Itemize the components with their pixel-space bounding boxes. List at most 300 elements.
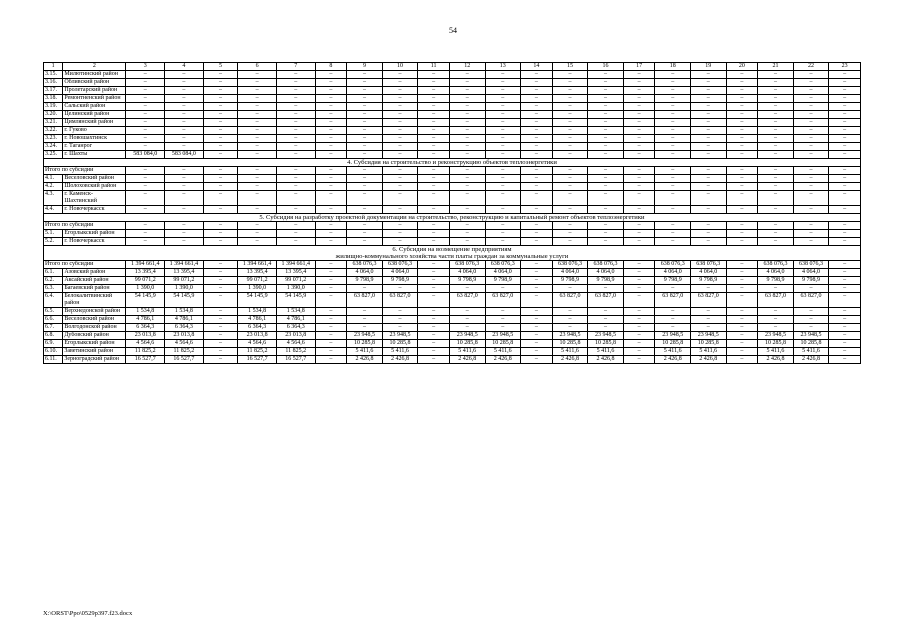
value-cell: – xyxy=(449,143,485,151)
value-cell: – xyxy=(726,348,758,356)
value-cell: – xyxy=(726,238,758,246)
value-cell: – xyxy=(829,269,861,277)
value-cell: 13 395,4 xyxy=(165,269,204,277)
column-number-cell: 19 xyxy=(691,63,727,71)
value-cell: – xyxy=(238,175,277,183)
value-cell: – xyxy=(793,71,829,79)
value-cell: – xyxy=(165,79,204,87)
value-cell: – xyxy=(315,183,347,191)
value-cell: – xyxy=(758,230,794,238)
value-cell: – xyxy=(829,356,861,364)
value-cell: – xyxy=(655,285,691,293)
value-cell: 4 786,1 xyxy=(165,316,204,324)
value-cell: 23 013,8 xyxy=(238,332,277,340)
value-cell: – xyxy=(203,79,238,87)
value-cell: – xyxy=(276,87,315,95)
value-cell: – xyxy=(829,135,861,143)
value-cell: – xyxy=(758,135,794,143)
value-cell: – xyxy=(203,175,238,183)
value-cell: – xyxy=(655,316,691,324)
value-cell: – xyxy=(829,206,861,214)
value-cell: 54 145,9 xyxy=(276,293,315,308)
value-cell: – xyxy=(758,222,794,230)
value-cell: – xyxy=(758,111,794,119)
value-cell: – xyxy=(382,285,418,293)
page-number: 54 xyxy=(449,26,457,35)
value-cell: – xyxy=(449,103,485,111)
value-cell: – xyxy=(126,127,165,135)
value-cell: – xyxy=(521,277,553,285)
value-cell: 10 285,8 xyxy=(449,340,485,348)
value-cell: – xyxy=(758,127,794,135)
value-cell: 23 948,5 xyxy=(347,332,383,340)
value-cell: – xyxy=(203,340,238,348)
value-cell: – xyxy=(418,111,450,119)
value-cell: – xyxy=(726,143,758,151)
value-cell: – xyxy=(829,332,861,340)
value-cell: – xyxy=(126,222,165,230)
value-cell: – xyxy=(238,127,277,135)
value-cell: – xyxy=(238,119,277,127)
value-cell: 23 948,5 xyxy=(449,332,485,340)
value-cell: – xyxy=(691,183,727,191)
value-cell: 4 564,6 xyxy=(238,340,277,348)
value-cell: – xyxy=(238,230,277,238)
value-cell: – xyxy=(203,356,238,364)
value-cell: – xyxy=(276,111,315,119)
value-cell: – xyxy=(691,71,727,79)
value-cell: 99 071,2 xyxy=(165,277,204,285)
row-number: 5.2. xyxy=(44,238,63,246)
table-row xyxy=(44,316,861,324)
district-name: Ремонтненский район xyxy=(63,95,126,103)
value-cell: 4 564,6 xyxy=(126,340,165,348)
value-cell: – xyxy=(793,87,829,95)
value-cell: – xyxy=(485,206,521,214)
column-number-cell: 13 xyxy=(485,63,521,71)
value-cell: – xyxy=(382,95,418,103)
value-cell: – xyxy=(726,87,758,95)
value-cell: – xyxy=(588,79,624,87)
value-cell: – xyxy=(655,167,691,175)
value-cell: 4 064,0 xyxy=(793,269,829,277)
value-cell: – xyxy=(485,191,521,206)
value-cell: 638 076,3 xyxy=(655,261,691,269)
value-cell: – xyxy=(238,135,277,143)
value-cell: – xyxy=(829,191,861,206)
value-cell: – xyxy=(588,87,624,95)
value-cell: – xyxy=(449,127,485,135)
value-cell: 10 285,8 xyxy=(691,340,727,348)
value-cell: – xyxy=(552,191,588,206)
value-cell: 9 798,9 xyxy=(449,277,485,285)
total-label: Итого по субсидии xyxy=(44,167,126,175)
value-cell: – xyxy=(418,348,450,356)
value-cell: – xyxy=(623,230,655,238)
value-cell: – xyxy=(521,206,553,214)
value-cell: – xyxy=(588,230,624,238)
value-cell: – xyxy=(418,79,450,87)
district-name: Целинский район xyxy=(63,111,126,119)
value-cell: – xyxy=(758,324,794,332)
value-cell: – xyxy=(203,111,238,119)
row-number: 3.21. xyxy=(44,119,63,127)
value-cell: – xyxy=(382,71,418,79)
value-cell: – xyxy=(829,127,861,135)
value-cell: – xyxy=(165,87,204,95)
value-cell: – xyxy=(449,95,485,103)
value-cell: – xyxy=(485,285,521,293)
value-cell: – xyxy=(315,95,347,103)
row-number: 6.8. xyxy=(44,332,63,340)
value-cell: 4 786,1 xyxy=(126,316,165,324)
value-cell: 13 395,4 xyxy=(238,269,277,277)
value-cell: – xyxy=(276,103,315,111)
value-cell: 23 948,5 xyxy=(552,332,588,340)
value-cell: – xyxy=(165,135,204,143)
value-cell: 63 827,0 xyxy=(793,293,829,308)
value-cell: – xyxy=(623,183,655,191)
value-cell: – xyxy=(726,277,758,285)
value-cell: – xyxy=(203,285,238,293)
value-cell: – xyxy=(691,167,727,175)
value-cell: – xyxy=(485,222,521,230)
value-cell: 11 825,2 xyxy=(126,348,165,356)
value-cell: – xyxy=(793,151,829,159)
value-cell: – xyxy=(655,222,691,230)
value-cell: – xyxy=(655,308,691,316)
value-cell: 63 827,0 xyxy=(347,293,383,308)
value-cell: – xyxy=(623,261,655,269)
value-cell: 2 426,8 xyxy=(485,356,521,364)
value-cell: – xyxy=(276,191,315,206)
value-cell: 2 426,8 xyxy=(382,356,418,364)
value-cell: – xyxy=(382,230,418,238)
value-cell: 4 064,0 xyxy=(655,269,691,277)
value-cell: – xyxy=(126,95,165,103)
value-cell: – xyxy=(485,111,521,119)
value-cell: 638 076,3 xyxy=(485,261,521,269)
column-number-cell: 20 xyxy=(726,63,758,71)
value-cell: – xyxy=(758,308,794,316)
value-cell: – xyxy=(793,191,829,206)
value-cell: – xyxy=(203,167,238,175)
value-cell: 4 064,0 xyxy=(485,269,521,277)
table-row xyxy=(44,269,861,277)
value-cell: – xyxy=(203,206,238,214)
total-row xyxy=(44,222,861,230)
value-cell: – xyxy=(449,222,485,230)
value-cell: – xyxy=(726,175,758,183)
value-cell: – xyxy=(485,95,521,103)
value-cell: – xyxy=(347,316,383,324)
column-number-cell: 14 xyxy=(521,63,553,71)
value-cell: 1 534,8 xyxy=(276,308,315,316)
value-cell: – xyxy=(347,222,383,230)
value-cell: 16 527,7 xyxy=(238,356,277,364)
table-row xyxy=(44,175,861,183)
value-cell: – xyxy=(758,151,794,159)
value-cell: 4 064,0 xyxy=(347,269,383,277)
value-cell: – xyxy=(418,316,450,324)
value-cell: – xyxy=(829,87,861,95)
value-cell: 16 527,7 xyxy=(165,356,204,364)
value-cell: – xyxy=(165,175,204,183)
value-cell: – xyxy=(238,143,277,151)
value-cell: 2 426,8 xyxy=(691,356,727,364)
table-row xyxy=(44,356,861,364)
value-cell: – xyxy=(485,316,521,324)
value-cell: – xyxy=(655,324,691,332)
value-cell: – xyxy=(418,167,450,175)
value-cell: – xyxy=(276,143,315,151)
value-cell: 23 948,5 xyxy=(758,332,794,340)
table-row xyxy=(44,332,861,340)
value-cell: – xyxy=(655,111,691,119)
value-cell: 638 076,3 xyxy=(588,261,624,269)
value-cell: 2 426,8 xyxy=(588,356,624,364)
value-cell: – xyxy=(315,348,347,356)
value-cell: – xyxy=(418,356,450,364)
section-title-line-2: жилищно-коммунального хозяйства части платы граждан за коммунальные услуги xyxy=(335,253,569,260)
value-cell: 4 564,6 xyxy=(165,340,204,348)
value-cell: – xyxy=(521,356,553,364)
value-cell: – xyxy=(829,293,861,308)
value-cell: – xyxy=(726,119,758,127)
value-cell: – xyxy=(588,135,624,143)
value-cell: 5 411,6 xyxy=(793,348,829,356)
value-cell: – xyxy=(623,348,655,356)
value-cell: – xyxy=(521,261,553,269)
value-cell: – xyxy=(758,103,794,111)
value-cell: – xyxy=(588,167,624,175)
value-cell: 63 827,0 xyxy=(655,293,691,308)
value-cell: 23 948,5 xyxy=(485,332,521,340)
value-cell: – xyxy=(829,230,861,238)
value-cell: – xyxy=(726,356,758,364)
value-cell: – xyxy=(165,111,204,119)
value-cell: – xyxy=(418,230,450,238)
value-cell: 23 948,5 xyxy=(382,332,418,340)
value-cell: 23 013,8 xyxy=(126,332,165,340)
value-cell: 99 071,2 xyxy=(276,277,315,285)
value-cell: 10 285,8 xyxy=(485,340,521,348)
value-cell: – xyxy=(418,95,450,103)
value-cell: 638 076,3 xyxy=(793,261,829,269)
table-row xyxy=(44,340,861,348)
table-row xyxy=(44,293,861,308)
value-cell: – xyxy=(726,95,758,103)
value-cell: 9 798,9 xyxy=(552,277,588,285)
value-cell: – xyxy=(315,356,347,364)
value-cell: – xyxy=(588,103,624,111)
column-number-cell: 10 xyxy=(382,63,418,71)
value-cell: – xyxy=(691,316,727,324)
value-cell: – xyxy=(126,183,165,191)
value-cell: – xyxy=(588,111,624,119)
total-row xyxy=(44,167,861,175)
value-cell: 1 534,8 xyxy=(238,308,277,316)
value-cell: – xyxy=(485,238,521,246)
row-number: 3.15. xyxy=(44,71,63,79)
value-cell: – xyxy=(347,308,383,316)
value-cell: – xyxy=(347,87,383,95)
value-cell: – xyxy=(347,191,383,206)
row-number: 6.9. xyxy=(44,340,63,348)
value-cell: – xyxy=(655,71,691,79)
value-cell: – xyxy=(552,87,588,95)
column-number-cell: 21 xyxy=(758,63,794,71)
value-cell: – xyxy=(588,151,624,159)
value-cell: – xyxy=(655,175,691,183)
value-cell: – xyxy=(276,222,315,230)
column-number-cell: 9 xyxy=(347,63,383,71)
value-cell: 5 411,6 xyxy=(382,348,418,356)
value-cell: – xyxy=(588,324,624,332)
value-cell: 1 390,0 xyxy=(126,285,165,293)
value-cell: 10 285,8 xyxy=(552,340,588,348)
value-cell: – xyxy=(829,238,861,246)
value-cell: – xyxy=(623,269,655,277)
value-cell: – xyxy=(758,238,794,246)
row-number: 3.20. xyxy=(44,111,63,119)
row-number: 4.2. xyxy=(44,183,63,191)
value-cell: – xyxy=(552,71,588,79)
value-cell: – xyxy=(347,324,383,332)
value-cell: – xyxy=(552,95,588,103)
value-cell: – xyxy=(655,151,691,159)
value-cell: 1 394 661,4 xyxy=(238,261,277,269)
value-cell: – xyxy=(347,95,383,103)
value-cell: – xyxy=(347,103,383,111)
value-cell: – xyxy=(793,324,829,332)
value-cell: – xyxy=(655,135,691,143)
column-number-cell: 17 xyxy=(623,63,655,71)
table-row xyxy=(44,348,861,356)
value-cell: – xyxy=(418,103,450,111)
value-cell: – xyxy=(315,206,347,214)
district-name: Шолоховский район xyxy=(63,183,126,191)
value-cell: 10 285,8 xyxy=(588,340,624,348)
value-cell: – xyxy=(238,167,277,175)
value-cell: – xyxy=(347,175,383,183)
value-cell: – xyxy=(315,79,347,87)
value-cell: 9 798,9 xyxy=(655,277,691,285)
value-cell: – xyxy=(203,230,238,238)
value-cell: – xyxy=(623,222,655,230)
value-cell: – xyxy=(793,183,829,191)
value-cell: – xyxy=(521,269,553,277)
value-cell: – xyxy=(126,103,165,111)
value-cell: – xyxy=(382,308,418,316)
value-cell: – xyxy=(655,79,691,87)
value-cell: – xyxy=(276,238,315,246)
table-row xyxy=(44,230,861,238)
value-cell: – xyxy=(726,135,758,143)
value-cell: – xyxy=(485,175,521,183)
value-cell: – xyxy=(315,167,347,175)
value-cell: 5 411,6 xyxy=(552,348,588,356)
district-name: г. Новочеркасск xyxy=(63,238,126,246)
value-cell: – xyxy=(655,230,691,238)
district-name: Сальский район xyxy=(63,103,126,111)
value-cell: – xyxy=(203,95,238,103)
value-cell: – xyxy=(588,308,624,316)
value-cell: – xyxy=(382,206,418,214)
value-cell: 99 071,2 xyxy=(238,277,277,285)
value-cell: 16 527,7 xyxy=(126,356,165,364)
value-cell: – xyxy=(126,175,165,183)
value-cell: – xyxy=(485,71,521,79)
table-row xyxy=(44,95,861,103)
value-cell: – xyxy=(588,143,624,151)
value-cell: – xyxy=(726,79,758,87)
value-cell: – xyxy=(418,293,450,308)
value-cell: – xyxy=(126,206,165,214)
value-cell: – xyxy=(449,71,485,79)
value-cell: 4 064,0 xyxy=(382,269,418,277)
value-cell: – xyxy=(449,79,485,87)
value-cell: – xyxy=(588,175,624,183)
value-cell: – xyxy=(793,175,829,183)
value-cell: – xyxy=(418,71,450,79)
value-cell: – xyxy=(829,324,861,332)
value-cell: 2 426,8 xyxy=(552,356,588,364)
value-cell: – xyxy=(347,71,383,79)
value-cell: – xyxy=(203,191,238,206)
value-cell: – xyxy=(521,175,553,183)
value-cell: – xyxy=(347,143,383,151)
row-number: 6.7. xyxy=(44,324,63,332)
value-cell: – xyxy=(315,269,347,277)
value-cell: – xyxy=(655,191,691,206)
value-cell: 63 827,0 xyxy=(691,293,727,308)
value-cell: – xyxy=(655,119,691,127)
value-cell: – xyxy=(726,269,758,277)
value-cell: – xyxy=(552,79,588,87)
value-cell: – xyxy=(347,183,383,191)
value-cell: – xyxy=(588,316,624,324)
value-cell: – xyxy=(829,261,861,269)
value-cell: – xyxy=(588,95,624,103)
value-cell: 4 064,0 xyxy=(691,269,727,277)
value-cell: – xyxy=(418,222,450,230)
value-cell: – xyxy=(623,356,655,364)
value-cell: – xyxy=(829,348,861,356)
value-cell: – xyxy=(521,191,553,206)
district-name: Дубовский район xyxy=(63,332,126,340)
value-cell: – xyxy=(276,183,315,191)
value-cell: – xyxy=(793,238,829,246)
value-cell: – xyxy=(521,143,553,151)
value-cell: – xyxy=(449,316,485,324)
value-cell: – xyxy=(203,151,238,159)
value-cell: – xyxy=(315,222,347,230)
table-row xyxy=(44,103,861,111)
value-cell: – xyxy=(588,191,624,206)
value-cell: 5 411,6 xyxy=(655,348,691,356)
value-cell: 99 071,2 xyxy=(126,277,165,285)
value-cell: 63 827,0 xyxy=(588,293,624,308)
value-cell: – xyxy=(238,71,277,79)
value-cell: – xyxy=(315,111,347,119)
value-cell: – xyxy=(418,183,450,191)
value-cell: 4 064,0 xyxy=(552,269,588,277)
value-cell: 4 064,0 xyxy=(758,269,794,277)
value-cell: – xyxy=(418,143,450,151)
value-cell: – xyxy=(485,127,521,135)
value-cell: – xyxy=(726,308,758,316)
